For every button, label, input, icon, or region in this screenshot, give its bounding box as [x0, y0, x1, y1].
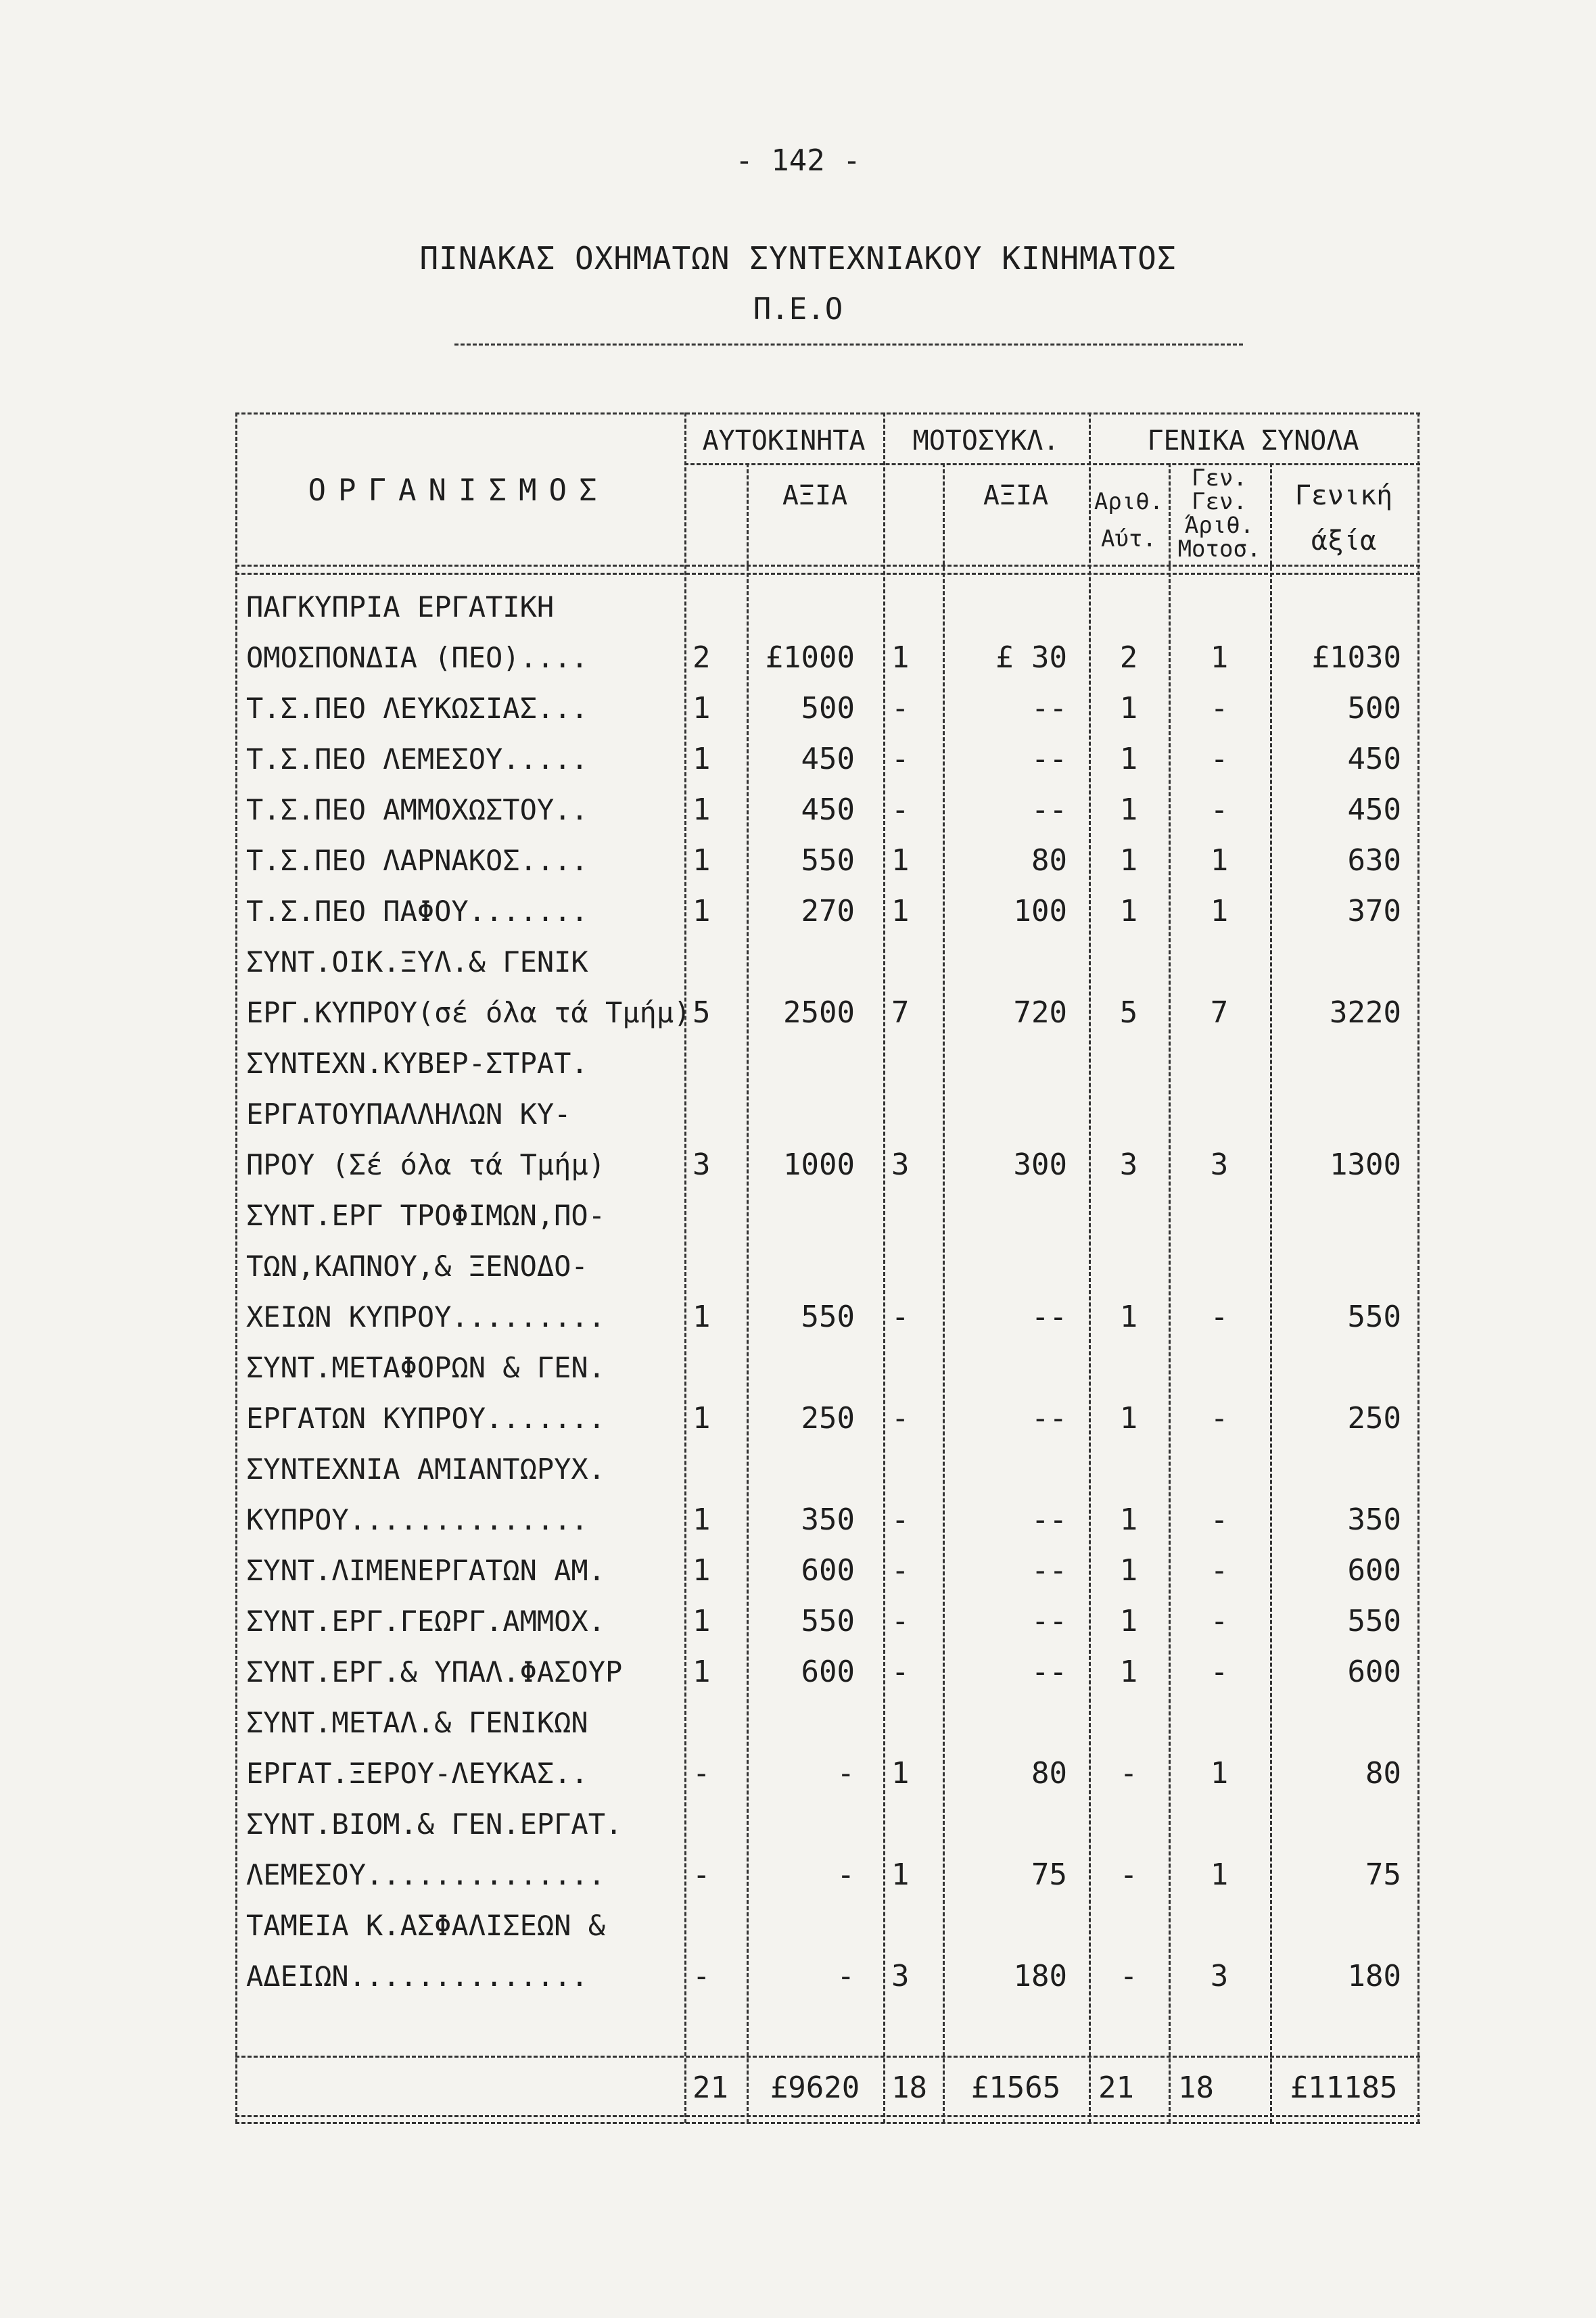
- cell-cars: 5: [693, 995, 711, 1030]
- cell-total-value: 500: [1347, 691, 1401, 726]
- cell-total-cars: 2: [1119, 640, 1138, 675]
- cell-moto: 1: [891, 640, 910, 675]
- organization-line: Τ.Σ.ΠΕΟ ΑΜΜΟΧΩΣΤΟΥ..: [246, 793, 588, 826]
- cell-total-value: 75: [1365, 1858, 1401, 1892]
- cell-cars-value: 550: [801, 843, 855, 878]
- cell-moto: 7: [891, 995, 910, 1030]
- cell-cars-value: 600: [801, 1553, 855, 1588]
- table-row: [235, 784, 1420, 835]
- organization-line: ΣΥΝΤ.ΛΙΜΕΝΕΡΓΑΤΩΝ ΑΜ.: [246, 1554, 606, 1587]
- cell-moto-value: 720: [1013, 995, 1067, 1030]
- cell-organization: [246, 937, 691, 1038]
- cell-organization: [246, 1900, 679, 2002]
- cell-total-moto: -: [1210, 1300, 1229, 1334]
- cell-moto-value: --: [1031, 793, 1067, 827]
- cell-total-cars: 1: [1119, 691, 1138, 726]
- organization-line: ΕΡΓ.ΚΥΠΡΟΥ(σέ όλα τά Τμήμ): [246, 996, 691, 1029]
- cell-moto-value: --: [1031, 1401, 1067, 1436]
- organization-line: ΕΡΓΑΤΟΥΠΑΛΛΗΛΩΝ ΚΥ-: [246, 1097, 571, 1131]
- document-title: ΠΙΝΑΚΑΣ ΟΧΗΜΑΤΩΝ ΣΥΝΤΕΧΝΙΑΚΟΥ ΚΙΝΗΜΑΤΟΣ: [419, 240, 1177, 277]
- organization-line: ΧΕΙΩΝ ΚΥΠΡΟΥ.........: [246, 1300, 606, 1333]
- cell-moto-value: --: [1031, 1655, 1067, 1689]
- cell-moto: -: [891, 793, 910, 827]
- cell-total-cars: -: [1119, 1858, 1138, 1892]
- cell-cars-value: -: [837, 1858, 855, 1892]
- cell-total-value: 80: [1365, 1756, 1401, 1791]
- cell-moto: 1: [891, 843, 910, 878]
- table-top-rule: [235, 412, 1420, 415]
- cell-total-value: 350: [1347, 1503, 1401, 1537]
- cell-cars: 1: [693, 1655, 711, 1689]
- cell-total-moto: 3: [1210, 1148, 1229, 1182]
- total-moto-value: £1565: [970, 2071, 1061, 2105]
- cell-total-cars: 1: [1119, 1300, 1138, 1334]
- organization-line: ΕΡΓΑΤΩΝ ΚΥΠΡΟΥ.......: [246, 1402, 606, 1435]
- cell-total-value: 450: [1347, 793, 1401, 827]
- cell-cars-value: -: [837, 1756, 855, 1791]
- table-row: [235, 1647, 1420, 1697]
- organization-line: Τ.Σ.ΠΕΟ ΛΕΥΚΩΣΙΑΣ...: [246, 692, 588, 725]
- vehicles-table: [235, 412, 1420, 2123]
- cell-moto: -: [891, 1300, 910, 1334]
- cell-total-value: 3220: [1330, 995, 1401, 1030]
- header-total-moto-line3: Μοτοσ.: [1177, 536, 1261, 563]
- cell-cars: -: [693, 1858, 711, 1892]
- header-cars-value: ΑΞΙΑ: [782, 480, 848, 511]
- cell-total-cars: 1: [1119, 1503, 1138, 1537]
- cell-moto: -: [891, 691, 910, 726]
- table-row: [235, 937, 1420, 1038]
- organization-line: ΣΥΝΤΕΧΝ.ΚΥΒΕΡ-ΣΤΡΑΤ.: [246, 1047, 588, 1080]
- cell-total-cars: 3: [1119, 1148, 1138, 1182]
- totals-row: [235, 2062, 1420, 2113]
- cell-total-moto: -: [1210, 742, 1229, 776]
- cell-organization: [246, 1697, 679, 1799]
- cell-total-moto: -: [1210, 691, 1229, 726]
- cell-cars-value: 1000: [783, 1148, 855, 1182]
- header-total-cars-line1: Γεν.: [1192, 465, 1247, 492]
- cell-total-moto: -: [1210, 1503, 1229, 1537]
- table-row: [235, 1799, 1420, 1900]
- cell-moto: -: [891, 1401, 910, 1436]
- cell-moto: 3: [891, 1148, 910, 1182]
- cell-moto-value: £ 30: [995, 640, 1067, 675]
- cell-organization: [246, 886, 679, 937]
- organization-line: ΑΔΕΙΩΝ..............: [246, 1960, 588, 1993]
- cell-cars-value: 2500: [783, 995, 855, 1030]
- cell-cars: 1: [693, 793, 711, 827]
- cell-total-value: 600: [1347, 1553, 1401, 1588]
- organization-line: ΣΥΝΤ.ΜΕΤΑΛ.& ΓΕΝΙΚΩΝ: [246, 1706, 588, 1739]
- cell-total-value: 1300: [1330, 1148, 1401, 1182]
- cell-moto: 1: [891, 1756, 910, 1791]
- organization-line: ΟΜΟΣΠΟΝΔΙΑ (ΠΕΟ)....: [246, 641, 588, 674]
- cell-total-moto: 1: [1210, 1756, 1229, 1791]
- totals-top-rule: [235, 2056, 1420, 2058]
- cell-total-cars: -: [1119, 1756, 1138, 1791]
- organization-line: ΕΡΓΑΤ.ΞΕΡΟΥ-ΛΕΥΚΑΣ..: [246, 1757, 588, 1790]
- cell-total-value: 370: [1347, 894, 1401, 928]
- total-general-moto: 18: [1178, 2071, 1214, 2105]
- table-row: [235, 1342, 1420, 1444]
- header-bottom-rule-2: [235, 573, 1420, 575]
- table-row: [235, 835, 1420, 886]
- table-row: [235, 1697, 1420, 1799]
- header-bottom-rule: [235, 565, 1420, 567]
- cell-total-value: 250: [1347, 1401, 1401, 1436]
- header-motorcycles-value: ΑΞΙΑ: [983, 480, 1049, 511]
- cell-organization: [246, 1444, 679, 1545]
- organization-line: ΣΥΝΤ.ΕΡΓ ΤΡΟΦΙΜΩΝ,ΠΟ-: [246, 1199, 606, 1232]
- header-group-rule: [684, 463, 1420, 465]
- cell-cars: -: [693, 1959, 711, 1993]
- total-general-cars: 21: [1098, 2071, 1134, 2105]
- header-total-cars-line3: Αύτ.: [1101, 525, 1156, 552]
- cell-cars-value: £1000: [765, 640, 855, 675]
- cell-total-moto: 1: [1210, 640, 1229, 675]
- cell-total-cars: 1: [1119, 1604, 1138, 1638]
- table-row: [235, 1596, 1420, 1647]
- cell-total-moto: -: [1210, 1401, 1229, 1436]
- cell-total-moto: -: [1210, 1553, 1229, 1588]
- cell-cars-value: 450: [801, 742, 855, 776]
- header-cars: ΑΥΤΟΚΙΝΗΤΑ: [702, 425, 866, 456]
- cell-total-moto: -: [1210, 1655, 1229, 1689]
- cell-total-moto: -: [1210, 793, 1229, 827]
- title-divider: [454, 344, 1243, 346]
- cell-moto-value: --: [1031, 742, 1067, 776]
- organization-line: Τ.Σ.ΠΕΟ ΠΑΦΟΥ.......: [246, 895, 588, 928]
- header-total-cars-line2: Αριθ.: [1094, 488, 1164, 515]
- cell-total-cars: 1: [1119, 894, 1138, 928]
- table-bottom-rule: [235, 2115, 1420, 2117]
- total-general-value: £11185: [1290, 2071, 1398, 2105]
- cell-cars-value: 500: [801, 691, 855, 726]
- organization-line: ΣΥΝΤ.ΒΙΟΜ.& ΓΕΝ.ΕΡΓΑΤ.: [246, 1807, 623, 1841]
- header-motorcycles: ΜΟΤΟΣΥΚΛ.: [912, 425, 1060, 456]
- organization-line: Τ.Σ.ΠΕΟ ΛΕΜΕΣΟΥ.....: [246, 742, 588, 776]
- cell-moto: 1: [891, 894, 910, 928]
- cell-total-cars: 1: [1119, 1655, 1138, 1689]
- table-row: [235, 734, 1420, 784]
- table-row: [235, 1444, 1420, 1545]
- page-number: - 142 -: [735, 143, 861, 178]
- header-totals: ΓΕΝΙΚΑ ΣΥΝΟΛΑ: [1147, 425, 1359, 456]
- cell-total-cars: 5: [1119, 995, 1138, 1030]
- organization-line: ΣΥΝΤ.ΟΙΚ.ΞΥΛ.& ΓΕΝΙΚ: [246, 945, 588, 978]
- cell-cars: 1: [693, 742, 711, 776]
- cell-total-cars: 1: [1119, 742, 1138, 776]
- cell-organization: [246, 1190, 679, 1342]
- cell-moto: 1: [891, 1858, 910, 1892]
- cell-moto-value: --: [1031, 1300, 1067, 1334]
- cell-moto-value: 75: [1031, 1858, 1067, 1892]
- organization-line: ΠΑΓΚΥΠΡΙΑ ΕΡΓΑΤΙΚΗ: [246, 590, 555, 623]
- table-row: [235, 886, 1420, 937]
- cell-cars: -: [693, 1756, 711, 1791]
- cell-cars: 1: [693, 1553, 711, 1588]
- cell-total-value: 630: [1347, 843, 1401, 878]
- cell-total-value: 450: [1347, 742, 1401, 776]
- total-cars-count: 21: [693, 2071, 728, 2105]
- cell-total-cars: 1: [1119, 793, 1138, 827]
- header-total-moto-line1: Γεν.: [1192, 488, 1247, 515]
- cell-organization: [246, 1799, 679, 1900]
- cell-organization: [246, 1647, 679, 1697]
- cell-total-cars: -: [1119, 1959, 1138, 1993]
- organization-line: ΣΥΝΤ.ΕΡΓ.ΓΕΩΡΓ.ΑΜΜΟΧ.: [246, 1605, 606, 1638]
- table-bottom-rule-2: [235, 2122, 1420, 2124]
- total-moto-count: 18: [891, 2071, 927, 2105]
- cell-cars-value: 550: [801, 1300, 855, 1334]
- cell-organization: [246, 582, 679, 683]
- cell-organization: [246, 1545, 679, 1596]
- cell-organization: [246, 835, 679, 886]
- cell-moto-value: --: [1031, 1553, 1067, 1588]
- organization-line: ΣΥΝΤ.ΜΕΤΑΦΟΡΩΝ & ΓΕΝ.: [246, 1351, 606, 1384]
- cell-moto: -: [891, 742, 910, 776]
- cell-total-moto: 1: [1210, 1858, 1229, 1892]
- cell-cars: 1: [693, 691, 711, 726]
- cell-cars: 1: [693, 1401, 711, 1436]
- cell-moto: -: [891, 1604, 910, 1638]
- cell-organization: [246, 1596, 679, 1647]
- cell-cars: 1: [693, 1300, 711, 1334]
- header-organization: ΟΡΓΑΝΙΣΜΟΣ: [308, 473, 609, 508]
- header-total-moto-line2: Άριθ.: [1184, 512, 1254, 539]
- table-row: [235, 1190, 1420, 1342]
- organization-line: ΣΥΝΤΕΧΝΙΑ ΑΜΙΑΝΤΩΡΥΧ.: [246, 1452, 606, 1486]
- cell-cars: 1: [693, 894, 711, 928]
- cell-moto-value: 80: [1031, 843, 1067, 878]
- document-subtitle: Π.Ε.Ο: [753, 292, 843, 327]
- cell-total-value: 600: [1347, 1655, 1401, 1689]
- cell-cars: 1: [693, 843, 711, 878]
- cell-cars: 2: [693, 640, 711, 675]
- cell-cars: 1: [693, 1604, 711, 1638]
- cell-total-cars: 1: [1119, 1401, 1138, 1436]
- cell-total-moto: 7: [1210, 995, 1229, 1030]
- cell-cars: 1: [693, 1503, 711, 1537]
- cell-moto: -: [891, 1553, 910, 1588]
- organization-line: ΤΩΝ,ΚΑΠΝΟΥ,& ΞΕΝΟΔΟ-: [246, 1250, 588, 1283]
- cell-organization: [246, 734, 679, 784]
- cell-total-value: 180: [1347, 1959, 1401, 1993]
- cell-total-cars: 1: [1119, 843, 1138, 878]
- organization-line: ΤΑΜΕΙΑ Κ.ΑΣΦΑΛΙΣΕΩΝ &: [246, 1909, 606, 1942]
- organization-line: ΚΥΠΡΟΥ..............: [246, 1503, 588, 1536]
- table-row: [235, 1900, 1420, 2002]
- cell-moto-value: 80: [1031, 1756, 1067, 1791]
- cell-organization: [246, 784, 679, 835]
- cell-moto-value: --: [1031, 691, 1067, 726]
- cell-cars-value: -: [837, 1959, 855, 1993]
- cell-total-moto: 1: [1210, 843, 1229, 878]
- cell-cars-value: 450: [801, 793, 855, 827]
- table-row: [235, 1038, 1420, 1190]
- cell-total-value: 550: [1347, 1604, 1401, 1638]
- total-cars-value: £9620: [770, 2071, 860, 2105]
- cell-cars-value: 350: [801, 1503, 855, 1537]
- cell-total-moto: 3: [1210, 1959, 1229, 1993]
- cell-moto-value: --: [1031, 1503, 1067, 1537]
- cell-total-value: 550: [1347, 1300, 1401, 1334]
- header-total-value-line1: Γενική: [1294, 480, 1393, 511]
- cell-total-moto: -: [1210, 1604, 1229, 1638]
- header-total-value-line2: άξία: [1311, 525, 1377, 557]
- cell-total-moto: 1: [1210, 894, 1229, 928]
- table-row: [235, 683, 1420, 734]
- cell-moto: -: [891, 1503, 910, 1537]
- cell-moto-value: 100: [1013, 894, 1067, 928]
- cell-cars-value: 270: [801, 894, 855, 928]
- cell-organization: [246, 1038, 679, 1190]
- table-row: [235, 1545, 1420, 1596]
- cell-moto-value: --: [1031, 1604, 1067, 1638]
- table-row: [235, 582, 1420, 683]
- cell-moto-value: 180: [1013, 1959, 1067, 1993]
- cell-cars-value: 250: [801, 1401, 855, 1436]
- cell-moto: -: [891, 1655, 910, 1689]
- cell-cars-value: 600: [801, 1655, 855, 1689]
- cell-moto-value: 300: [1013, 1148, 1067, 1182]
- cell-cars: 3: [693, 1148, 711, 1182]
- organization-line: Τ.Σ.ΠΕΟ ΛΑΡΝΑΚΟΣ....: [246, 844, 588, 877]
- cell-organization: [246, 683, 679, 734]
- cell-cars-value: 550: [801, 1604, 855, 1638]
- organization-line: ΛΕΜΕΣΟΥ..............: [246, 1858, 606, 1891]
- organization-line: ΠΡΟΥ (Σέ όλα τά Τμήμ): [246, 1148, 606, 1181]
- cell-organization: [246, 1342, 679, 1444]
- cell-total-value: £1030: [1311, 640, 1401, 675]
- cell-moto: 3: [891, 1959, 910, 1993]
- cell-total-cars: 1: [1119, 1553, 1138, 1588]
- organization-line: ΣΥΝΤ.ΕΡΓ.& ΥΠΑΛ.ΦΑΣΟΥΡ: [246, 1655, 623, 1688]
